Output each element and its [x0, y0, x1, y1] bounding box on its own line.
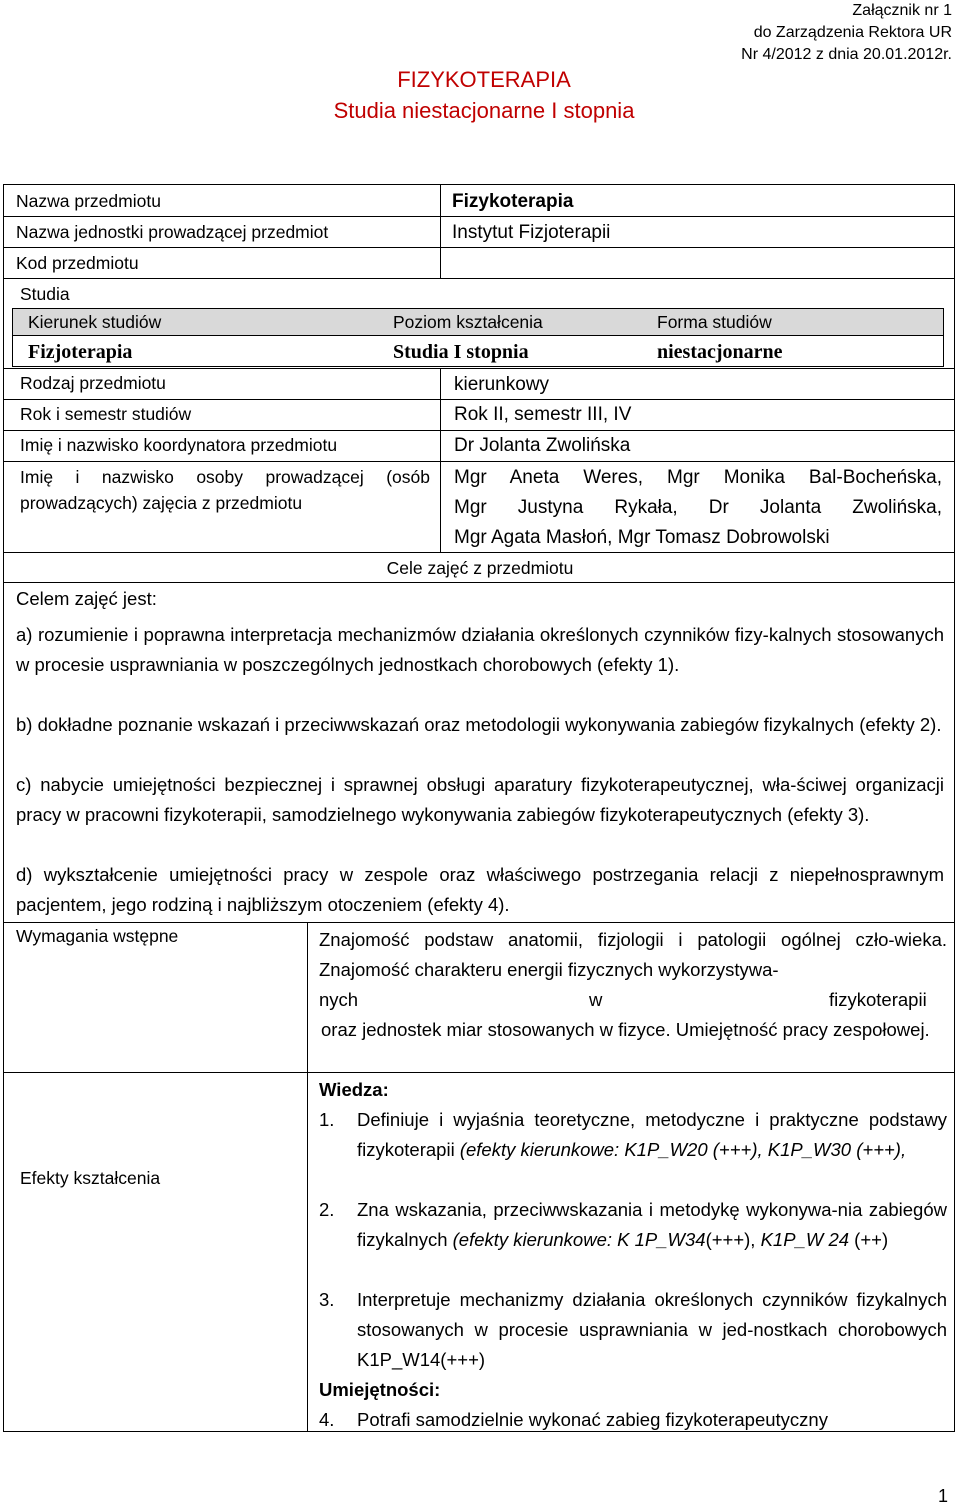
goals-intro: Celem zajęć jest: — [16, 588, 157, 609]
goal-d: d) wykształcenie umiejętności pracy w zespole oraz właściwego postrzegania relacji z niepełnosprawnym pacjentem, jego rodziną i najbliższym otoczeniem (efekty 4). — [16, 864, 944, 915]
studies-level-value: Studia I stopnia — [393, 341, 529, 363]
row-divider — [4, 278, 955, 279]
knowledge-item-2-effects-2: K1P_W 24 — [760, 1229, 850, 1250]
knowledge-item-3: Interpretuje mechanizmy działania określonych czynników fizykalnych stosowanych w procesie usprawniania w jed-nostkach chorobowych K1P_W14(+++) — [357, 1289, 947, 1370]
row-divider — [4, 922, 955, 923]
studies-form-value: niestacjonarne — [657, 341, 783, 363]
effects-label: Efekty kształcenia — [20, 1168, 161, 1188]
row-divider — [4, 582, 955, 583]
annex-line-3: Nr 4/2012 z dnia 20.01.2012r. — [741, 46, 952, 63]
requirements-text-3: oraz jednostek miar stosowanych w fizyce. Umiejętność pracy zespołowej. — [321, 1019, 930, 1040]
row-divider — [4, 461, 955, 462]
skills-item-4: Potrafi samodzielnie wykonać zabieg fizykoterapeutyczny — [357, 1409, 828, 1430]
coordinator-value: Dr Jolanta Zwolińska — [454, 435, 631, 456]
skills-item-4-number: 4. — [319, 1409, 335, 1430]
knowledge-item-1 — [357, 1105, 947, 1165]
page-subtitle: Studia niestacjonarne I stopnia — [333, 98, 635, 123]
row-divider — [4, 247, 955, 248]
knowledge-item-1-number: 1. — [319, 1109, 335, 1130]
knowledge-item-3-number: 3. — [319, 1289, 335, 1310]
knowledge-item-2-effects-rest: (+++), — [705, 1229, 756, 1250]
coordinator-label: Imię i nazwisko koordynatora przedmiotu — [20, 435, 338, 455]
teachers-line-1: Mgr Aneta Weres, Mgr Monika Bal-Bocheńska, — [454, 467, 942, 488]
unit-label: Nazwa jednostki prowadzącej przedmiot — [16, 222, 329, 242]
annex-note — [741, 0, 952, 66]
knowledge-item-2-number: 2. — [319, 1199, 335, 1220]
row-divider — [4, 552, 955, 553]
row-divider — [4, 1072, 955, 1073]
requirements-word-3: fizykoterapii — [829, 989, 927, 1010]
teachers-line-2: Mgr Justyna Rykała, Dr Jolanta Zwolińska, — [454, 497, 942, 518]
annex-line-1: Załącznik nr 1 — [852, 2, 952, 19]
knowledge-item-2 — [357, 1195, 947, 1255]
skills-label: Umiejętności: — [319, 1379, 441, 1400]
row-divider — [4, 399, 955, 400]
column-divider — [307, 922, 308, 1432]
row-divider — [4, 430, 955, 431]
course-name-label: Nazwa przedmiotu — [16, 191, 161, 211]
knowledge-item-2-effects-rest-2: (++) — [854, 1229, 889, 1250]
effects-content — [319, 1075, 947, 1435]
page-number: 1 — [937, 1486, 948, 1506]
teachers-label-line-1: Imię i nazwisko osoby prowadzącej (osób — [20, 467, 430, 487]
knowledge-item-1-effects: (efekty kierunkowe: K1P_W20 (+++), K1P_W30 (+++), — [459, 1139, 907, 1160]
requirements-word-1: nych — [319, 989, 359, 1010]
knowledge-item-2-effects: (efekty kierunkowe: K 1P_W34 — [452, 1229, 706, 1250]
requirements-text-1: Znajomość podstaw anatomii, fizjologii i patologii ogólnej czło-wieka. Znajomość charakteru energii fizycznych wykorzystywa- — [319, 929, 947, 980]
teachers-label-line-2: prowadzących) zajęcia z przedmiotu — [20, 493, 303, 513]
studies-column-form: Forma studiów — [657, 312, 772, 332]
annex-line-2: do Zarządzenia Rektora UR — [753, 24, 952, 41]
page-title: FIZYKOTERAPIA — [397, 67, 571, 92]
type-label: Rodzaj przedmiotu — [20, 373, 166, 393]
code-label: Kod przedmiotu — [16, 253, 139, 273]
studies-column-level: Poziom kształcenia — [393, 312, 543, 332]
column-divider — [440, 368, 441, 552]
studies-label: Studia — [20, 284, 70, 304]
unit-value: Instytut Fizjoterapii — [452, 222, 611, 243]
knowledge-item-1-text: Definiuje i wyjaśnia teoretyczne, metodyczne i praktyczne podstawy fizykoterapii — [357, 1109, 947, 1160]
course-name-value: Fizykoterapia — [452, 191, 574, 212]
knowledge-item-2-text: Zna wskazania, przeciwwskazania i metodykę wykonywa-nia zabiegów fizykalnych — [357, 1199, 947, 1250]
requirements-label: Wymagania wstępne — [16, 926, 179, 946]
goals-header: Cele zajęć z przedmiotu — [386, 558, 574, 578]
year-value: Rok II, semestr III, IV — [454, 404, 632, 425]
teachers-line-3: Mgr Agata Masłoń, Mgr Tomasz Dobrowolski — [454, 527, 830, 548]
column-divider — [440, 184, 441, 279]
studies-field-value: Fizjoterapia — [28, 341, 133, 363]
row-divider — [4, 216, 955, 217]
row-divider — [4, 368, 955, 369]
requirements-word-2: w — [589, 989, 603, 1010]
goal-b: b) dokładne poznanie wskazań i przeciwwskazań oraz metodologii wykonywania zabiegów fizykalnych (efekty 2). — [16, 714, 942, 735]
knowledge-label: Wiedza: — [319, 1079, 389, 1100]
studies-column-field: Kierunek studiów — [28, 312, 162, 332]
type-value: kierunkowy — [454, 374, 550, 395]
year-label: Rok i semestr studiów — [20, 404, 192, 424]
goal-c: c) nabycie umiejętności bezpiecznej i sprawnej obsługi aparatury fizykoterapeutycznej, wła-ściwej organizacji pracy w pracowni fizykoterapii, samodzielnego wykonywania zabiegów fizykoterapeutycznych (efekty 3). — [16, 774, 944, 825]
goal-a: a) rozumienie i poprawna interpretacja mechanizmów działania określonych czynników fizy-kalnych stosowanych w procesie usprawniania w poszczególnych jednostkach chorobowych (efekty 1). — [16, 624, 944, 675]
